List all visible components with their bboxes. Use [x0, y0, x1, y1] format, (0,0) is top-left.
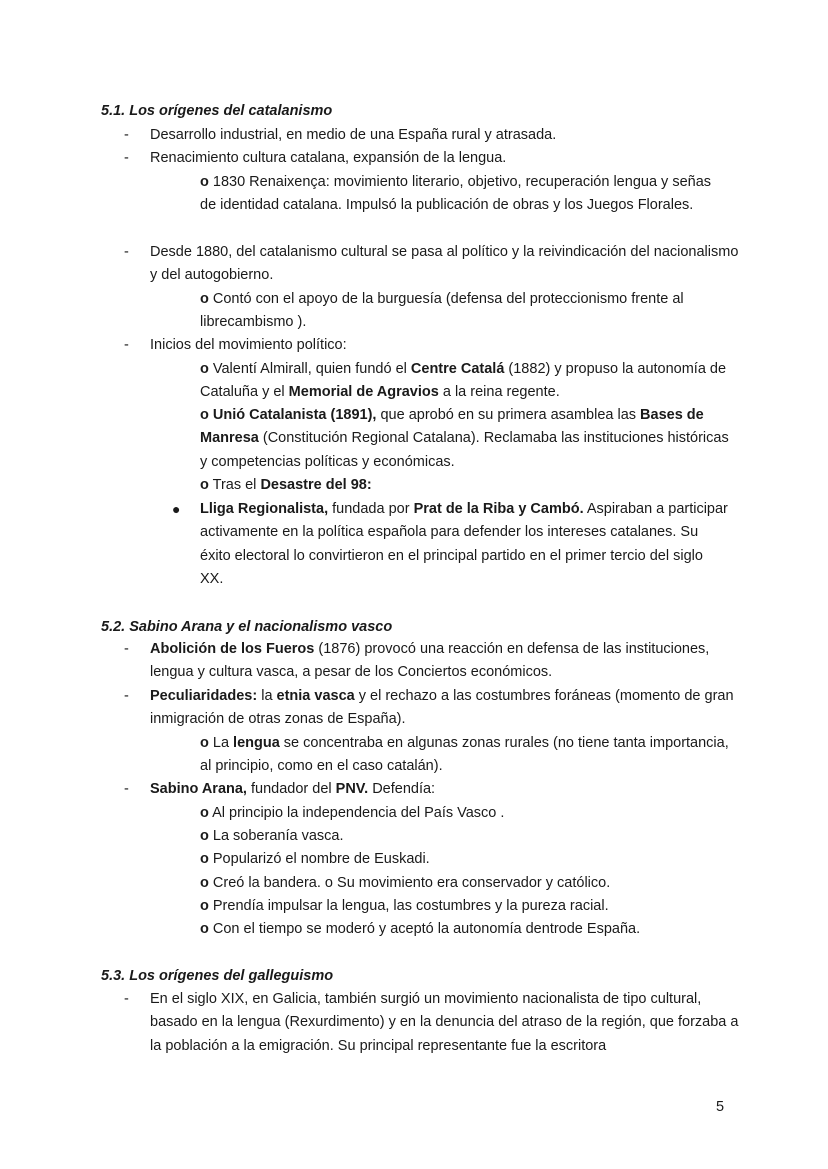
dash-marker: - — [124, 337, 129, 353]
bold-text: Prat de la Riba y Cambó. — [413, 501, 584, 517]
text: Aspiraban a participar activamente en la política española para defender los intereses catalanes. Su éxito electoral lo convirtieron en el principal partido en el primer tercio del siglo XX. — [200, 501, 728, 588]
o-marker: o — [200, 735, 209, 751]
list-item: Desarrollo industrial, en medio de una España rural y atrasada. — [150, 127, 557, 143]
bold-text: Bases de Manresa — [200, 407, 704, 447]
text: que aprobó en su primera asamblea las — [376, 407, 641, 423]
list-item — [150, 638, 740, 685]
section-heading-galleguismo: 5.3. Los orígenes del galleguismo — [101, 968, 334, 984]
text: fundador del — [246, 781, 336, 797]
bold-text: etnia vasca — [276, 688, 355, 704]
bold-text: Memorial de Agravios — [288, 384, 439, 401]
o-marker: o — [200, 174, 209, 190]
text: Creó la bandera. o Su movimiento era conservador y católico. — [208, 875, 611, 891]
text: (1876) provocó una reacción en defensa de las instituciones, lengua y cultura vasca, a pesar de los Conciertos económicos. — [150, 641, 710, 681]
text: (Constitución Regional Catalana). Reclamaba las instituciones históricas y competencias políticas y económicas. — [200, 430, 729, 470]
list-item: Desde 1880, del catalanismo cultural se pasa al político y la reivindicación del nacionalismo y del autogobierno. — [150, 244, 739, 284]
sub-item — [200, 872, 730, 895]
text: La soberanía vasca. — [208, 828, 344, 844]
o-marker: o — [200, 361, 209, 377]
sub-item — [200, 825, 730, 848]
bullet-item — [200, 498, 730, 592]
o-marker: o — [200, 898, 209, 914]
sub-item — [200, 288, 730, 335]
sub-item-text: 1830 Renaixença: movimiento literario, objetivo, recuperación lengua y señas de identidad catalana. Impulsó la publicación de obras y los Juegos Florales. — [200, 174, 712, 214]
text: a la reina regente. — [438, 384, 560, 401]
page-number: 5 — [716, 1099, 725, 1115]
o-marker: o — [200, 828, 209, 844]
bold-text: Peculiaridades: — [150, 688, 258, 704]
text: Prendía impulsar la lengua, las costumbres y la pureza racial. — [208, 898, 609, 914]
dash-marker: - — [124, 688, 129, 704]
o-marker: o — [200, 805, 209, 821]
dash-marker: - — [124, 991, 129, 1007]
section-heading-nacionalismo-vasco: 5.2. Sabino Arana y el nacionalismo vasco — [101, 619, 393, 635]
sub-item — [200, 802, 730, 825]
text: Popularizó el nombre de Euskadi. — [208, 851, 430, 867]
bold-text: Desastre del 98: — [260, 477, 372, 493]
sub-item — [200, 474, 730, 497]
text: la — [257, 688, 277, 704]
bold-text: o Unió Catalanista (1891), — [200, 407, 377, 423]
dash-marker: - — [124, 641, 129, 657]
bold-text: lengua — [233, 735, 280, 751]
o-marker: o — [200, 851, 209, 867]
o-marker: o — [200, 291, 209, 307]
bold-text: Sabino Arana, — [150, 781, 247, 797]
text: La — [208, 735, 234, 751]
o-marker: o — [200, 875, 209, 891]
text: Valentí Almirall, quien fundó el — [208, 361, 411, 377]
list-item — [150, 685, 740, 732]
text: y el rechazo a las costumbres foráneas (momento de gran inmigración de otras zonas de España). — [150, 688, 734, 728]
sub-item — [200, 848, 730, 871]
dash-marker: - — [124, 150, 129, 166]
text: Con el tiempo se moderó y aceptó la autonomía dentrode España. — [208, 921, 641, 937]
text: Tras el — [208, 477, 261, 493]
list-item: Inicios del movimiento político: — [150, 337, 347, 353]
text: Al principio la independencia del País Vasco . — [208, 805, 505, 821]
sub-item — [200, 404, 730, 474]
dash-marker: - — [124, 781, 129, 797]
o-marker: o — [200, 921, 209, 937]
bold-text: Centre Catalá — [410, 361, 505, 377]
dash-marker: - — [124, 127, 129, 143]
list-item: En el siglo XIX, en Galicia, también surgió un movimiento nacionalista de tipo cultural, basado en la lengua (Rexurdimento) y en la denuncia del atraso de la región, que forzaba a la población a la emigración. Su principal representante fue la escritora — [150, 991, 739, 1054]
list-item — [150, 778, 740, 801]
bold-text: Lliga Regionalista, — [200, 501, 329, 517]
sub-item — [200, 171, 730, 218]
bold-text: Abolición de los Fueros — [150, 641, 315, 657]
text: Defendía: — [368, 781, 436, 797]
text: (1882) y propuso la autonomía de Cataluña y el — [200, 361, 727, 401]
text: fundada por — [328, 501, 414, 517]
text: se concentraba en algunas zonas rurales (no tiene tanta importancia, al principio, como en el caso catalán). — [200, 735, 729, 775]
section-heading-catalanismo: 5.1. Los orígenes del catalanismo — [101, 103, 333, 119]
bullet-marker: ● — [172, 501, 181, 517]
sub-item — [200, 358, 730, 405]
o-marker: o — [200, 477, 209, 493]
sub-item — [200, 918, 730, 941]
sub-item-text: Contó con el apoyo de la burguesía (defensa del proteccionismo frente al librecambismo ). — [200, 291, 684, 331]
sub-item — [200, 732, 730, 779]
list-item: Renacimiento cultura catalana, expansión de la lengua. — [150, 150, 507, 166]
dash-marker: - — [124, 244, 129, 260]
bold-text: PNV. — [335, 781, 369, 797]
sub-item — [200, 895, 730, 918]
